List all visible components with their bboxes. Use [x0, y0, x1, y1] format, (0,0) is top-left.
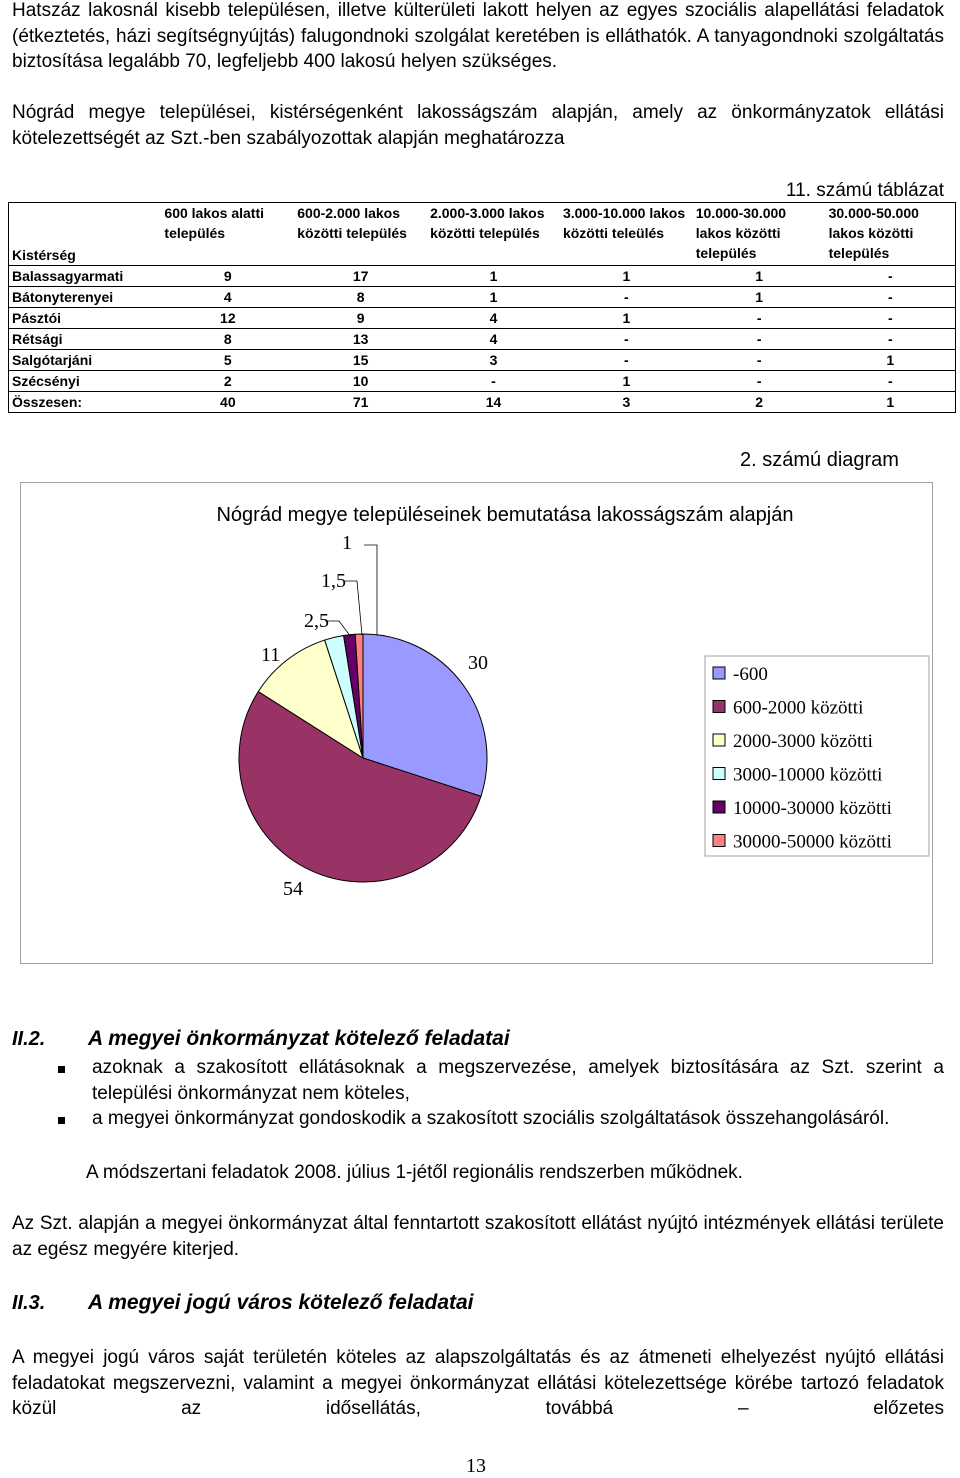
legend-label: -600: [733, 664, 768, 685]
table-caption: 11. számú táblázat: [785, 180, 944, 201]
leader-line: [364, 545, 377, 635]
legend-swatch: [713, 835, 725, 847]
table-header-cell: 600-2.000 lakos közötti település: [294, 203, 427, 266]
table-row: [9, 371, 956, 392]
table-cell: 12: [161, 308, 294, 329]
table-cell: 1: [560, 308, 693, 329]
section-ii2-paragraph: Az Szt. alapján a megyei önkormányzat által fenntartott szakosított ellátást nyújtó intézmények ellátási területe az egész megyére kiterjed.: [12, 1213, 944, 1260]
legend-swatch: [713, 768, 725, 780]
table-row-label: Salgótarjáni: [9, 350, 162, 371]
table-row: [9, 392, 956, 413]
table-row: [9, 329, 956, 350]
section-number-ii3: II.3.: [12, 1292, 46, 1314]
table-cell: -: [826, 266, 956, 287]
table-cell: 1: [560, 266, 693, 287]
intro-paragraph-2: Nógrád megye települései, kistérségenként lakosságszám alapján, amely az önkormányzatok ellátási kötelezettségét az Szt.-ben szabályozottak alapján meghatározza: [12, 102, 944, 149]
table-row-label: Pásztói: [9, 308, 162, 329]
legend-swatch: [713, 801, 725, 813]
table-cell: 4: [427, 329, 560, 350]
pie-data-label: 1: [342, 532, 352, 554]
table-cell: 1: [560, 371, 693, 392]
table-cell: -: [826, 371, 956, 392]
table-row-label: Összesen:: [9, 392, 162, 413]
table-cell: 8: [161, 329, 294, 350]
legend-swatch: [713, 734, 725, 746]
diagram-caption: 2. számú diagram: [740, 449, 899, 471]
chart-legend: [705, 656, 929, 856]
table-cell: 1: [826, 350, 956, 371]
table-cell: 5: [161, 350, 294, 371]
legend-label: 2000-3000 közötti: [733, 731, 873, 752]
table-cell: -: [560, 350, 693, 371]
pie-data-label: 11: [261, 644, 281, 666]
section-title-ii2: A megyei önkormányzat kötelező feladatai: [88, 1027, 510, 1050]
table-cell: 14: [427, 392, 560, 413]
section-ii3-paragraph: A megyei jogú város saját területén köteles az alapszolgáltatás és az átmeneti elhelyezést nyújtó ellátási feladatokat megszervezni, valamint a megyei önkormányzat ellátási kötelezettsége körébe tartozó feladatok közül az idősellátás, továbbá – előzetes: [12, 1347, 944, 1419]
page-number: 13: [466, 1455, 486, 1477]
table-row-label: Bátonyterenyei: [9, 287, 162, 308]
table-body: [9, 266, 956, 413]
table-cell: 4: [161, 287, 294, 308]
table-cell: 15: [294, 350, 427, 371]
table-cell: 2: [693, 392, 826, 413]
table-cell: 1: [427, 287, 560, 308]
section-number-ii2: II.2.: [12, 1028, 46, 1050]
legend-label: 30000-50000 közötti: [733, 831, 892, 853]
table-row: [9, 308, 956, 329]
table-cell: -: [560, 329, 693, 350]
table-row-label: Szécsényi: [9, 371, 162, 392]
table-header-row: [9, 203, 956, 266]
legend-label: 600-2000 közötti: [733, 697, 864, 719]
pie-data-label: 2,5: [304, 610, 329, 632]
table-header-cell: 30.000-50.000 lakos közötti település: [826, 203, 956, 266]
table-header-cell: Kistérség: [9, 203, 162, 266]
table-header-cell: 2.000-3.000 lakos közötti település: [427, 203, 560, 266]
table-header-cell: 10.000-30.000 lakos közötti település: [693, 203, 826, 266]
table-cell: 13: [294, 329, 427, 350]
table-cell: 4: [427, 308, 560, 329]
table-row-label: Balassagyarmati: [9, 266, 162, 287]
bullet-marker-1: [58, 1066, 65, 1073]
table-cell: 1: [427, 266, 560, 287]
table-cell: -: [693, 308, 826, 329]
pie-data-label: 54: [283, 878, 303, 900]
table-row: [9, 287, 956, 308]
table-cell: 8: [294, 287, 427, 308]
pie-chart-frame: [20, 482, 933, 964]
legend-swatch: [713, 667, 725, 679]
table-cell: 9: [161, 266, 294, 287]
table-header-cell: 600 lakos alatti település: [161, 203, 294, 266]
pie-chart: [21, 483, 934, 965]
legend-label: 3000-10000 közötti: [733, 764, 883, 786]
bullet-text-2: a megyei önkormányzat gondoskodik a szakosított szociális szolgáltatások összehangolásáról.: [92, 1108, 890, 1129]
table-cell: -: [693, 350, 826, 371]
table-cell: -: [826, 329, 956, 350]
table-cell: 10: [294, 371, 427, 392]
table-cell: -: [826, 308, 956, 329]
table-row: [9, 350, 956, 371]
table-cell: -: [560, 287, 693, 308]
legend-swatch: [713, 701, 725, 713]
settlements-table: [8, 202, 956, 413]
table-cell: 71: [294, 392, 427, 413]
table-cell: -: [427, 371, 560, 392]
table-cell: 3: [427, 350, 560, 371]
table-cell: 1: [693, 287, 826, 308]
bullet-text-1: azoknak a szakosított ellátásoknak a megszervezése, amelyek biztosítására az Szt. szerint a települési önkormányzat nem köteles,: [92, 1057, 944, 1104]
bullet-marker-2: [58, 1117, 65, 1124]
chart-title: Nógrád megye településeinek bemutatása lakosságszám alapján: [216, 504, 794, 526]
table-cell: 40: [161, 392, 294, 413]
table-cell: 1: [693, 266, 826, 287]
legend-label: 10000-30000 közötti: [733, 798, 892, 819]
table-cell: 3: [560, 392, 693, 413]
section-title-ii3: A megyei jogú város kötelező feladatai: [88, 1291, 474, 1314]
table-header-cell: 3.000-10.000 lakos közötti teleülés: [560, 203, 693, 266]
table-cell: -: [693, 329, 826, 350]
table-cell: 9: [294, 308, 427, 329]
table-cell: 17: [294, 266, 427, 287]
table-row: [9, 266, 956, 287]
table-row-label: Rétsági: [9, 329, 162, 350]
table-cell: -: [693, 371, 826, 392]
table-cell: 1: [826, 392, 956, 413]
pie-data-label: 1,5: [321, 570, 346, 592]
table-cell: -: [826, 287, 956, 308]
pie-data-label: 30: [468, 652, 488, 674]
table-cell: 2: [161, 371, 294, 392]
intro-paragraph-1: Hatszáz lakosnál kisebb településen, illetve külterületi lakott helyen az egyes szociális alapellátási feladatok (étkeztetés, házi segítségnyújtás) falugondnoki szolgálat keretében is elláthatók. A tanyagondnoki szolgáltatás biztosítása legalább 70, legfeljebb 400 lakosú helyen szükséges.: [12, 0, 944, 72]
methodology-note: A módszertani feladatok 2008. július 1-jétől regionális rendszerben működnek.: [86, 1162, 743, 1183]
